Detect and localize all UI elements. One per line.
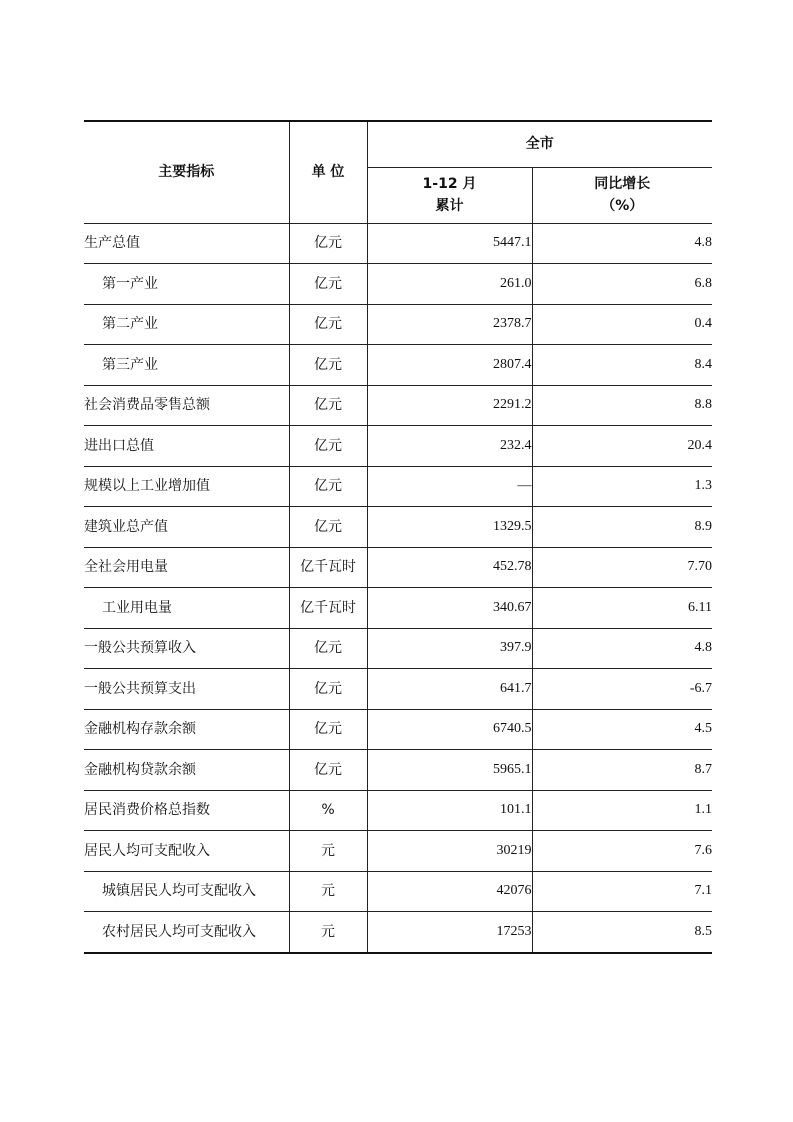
indicator-name: 第二产业 xyxy=(84,304,289,345)
indicator-unit: 亿元 xyxy=(289,750,367,791)
indicator-name: 城镇居民人均可支配收入 xyxy=(84,871,289,912)
table-row xyxy=(84,304,712,345)
table-row xyxy=(84,507,712,548)
cumulative-value: 232.4 xyxy=(367,426,532,467)
cumulative-value: 17253 xyxy=(367,912,532,953)
cumulative-value: 2378.7 xyxy=(367,304,532,345)
growth-value: 4.8 xyxy=(532,223,712,264)
cumulative-value: 30219 xyxy=(367,831,532,872)
growth-value: 8.5 xyxy=(532,912,712,953)
table-row xyxy=(84,871,712,912)
indicator-unit: 亿元 xyxy=(289,345,367,386)
indicator-unit: 亿千瓦时 xyxy=(289,588,367,629)
header-cumulative xyxy=(367,167,532,223)
indicator-name: 工业用电量 xyxy=(84,588,289,629)
table-row xyxy=(84,345,712,386)
indicator-name: 一般公共预算支出 xyxy=(84,669,289,710)
table-row xyxy=(84,426,712,467)
cumulative-value: 6740.5 xyxy=(367,709,532,750)
growth-value: 8.7 xyxy=(532,750,712,791)
cumulative-value: — xyxy=(367,466,532,507)
cumulative-value: 397.9 xyxy=(367,628,532,669)
table-row xyxy=(84,790,712,831)
indicator-unit: 元 xyxy=(289,912,367,953)
indicator-unit: 亿元 xyxy=(289,304,367,345)
indicator-name: 居民人均可支配收入 xyxy=(84,831,289,872)
table-body xyxy=(84,223,712,953)
growth-value: 8.4 xyxy=(532,345,712,386)
growth-value: 8.9 xyxy=(532,507,712,548)
indicator-name: 农村居民人均可支配收入 xyxy=(84,912,289,953)
table-row xyxy=(84,466,712,507)
indicator-name: 社会消费品零售总额 xyxy=(84,385,289,426)
growth-value: -6.7 xyxy=(532,669,712,710)
indicator-name: 全社会用电量 xyxy=(84,547,289,588)
growth-value: 0.4 xyxy=(532,304,712,345)
growth-value: 4.5 xyxy=(532,709,712,750)
indicator-unit: 亿元 xyxy=(289,709,367,750)
indicator-unit: 亿元 xyxy=(289,669,367,710)
growth-value: 20.4 xyxy=(532,426,712,467)
growth-value: 1.1 xyxy=(532,790,712,831)
indicator-unit: 亿元 xyxy=(289,385,367,426)
indicator-unit: 亿元 xyxy=(289,264,367,305)
header-unit: 单 位 xyxy=(289,121,367,223)
table-row xyxy=(84,588,712,629)
header-growth-line1: 同比增长 xyxy=(594,176,651,192)
growth-value: 7.6 xyxy=(532,831,712,872)
table-row xyxy=(84,385,712,426)
header-region: 全市 xyxy=(367,121,712,167)
indicator-name: 第一产业 xyxy=(84,264,289,305)
growth-value: 6.8 xyxy=(532,264,712,305)
statistics-table xyxy=(84,120,712,954)
indicator-unit: 元 xyxy=(289,871,367,912)
header-growth-line2: （%） xyxy=(601,198,644,214)
indicator-name: 生产总值 xyxy=(84,223,289,264)
table-row xyxy=(84,264,712,305)
growth-value: 7.1 xyxy=(532,871,712,912)
growth-value: 4.8 xyxy=(532,628,712,669)
header-cumulative-line1: 1-12 月 xyxy=(422,176,477,192)
cumulative-value: 340.67 xyxy=(367,588,532,629)
indicator-name: 金融机构贷款余额 xyxy=(84,750,289,791)
table-row xyxy=(84,750,712,791)
indicator-unit: 亿千瓦时 xyxy=(289,547,367,588)
growth-value: 1.3 xyxy=(532,466,712,507)
table-row xyxy=(84,709,712,750)
table-row xyxy=(84,912,712,953)
indicator-name: 建筑业总产值 xyxy=(84,507,289,548)
cumulative-value: 42076 xyxy=(367,871,532,912)
growth-value: 7.70 xyxy=(532,547,712,588)
cumulative-value: 5965.1 xyxy=(367,750,532,791)
table-row xyxy=(84,628,712,669)
header-indicator: 主要指标 xyxy=(84,121,289,223)
cumulative-value: 2291.2 xyxy=(367,385,532,426)
table-row xyxy=(84,669,712,710)
cumulative-value: 101.1 xyxy=(367,790,532,831)
indicator-name: 规模以上工业增加值 xyxy=(84,466,289,507)
cumulative-value: 5447.1 xyxy=(367,223,532,264)
cumulative-value: 2807.4 xyxy=(367,345,532,386)
cumulative-value: 452.78 xyxy=(367,547,532,588)
cumulative-value: 1329.5 xyxy=(367,507,532,548)
cumulative-value: 641.7 xyxy=(367,669,532,710)
indicator-name: 第三产业 xyxy=(84,345,289,386)
indicator-unit: 亿元 xyxy=(289,507,367,548)
table-row xyxy=(84,547,712,588)
cumulative-value: 261.0 xyxy=(367,264,532,305)
table-row xyxy=(84,223,712,264)
indicator-unit: 亿元 xyxy=(289,466,367,507)
table-row xyxy=(84,831,712,872)
indicator-unit: 亿元 xyxy=(289,628,367,669)
indicator-unit: 元 xyxy=(289,831,367,872)
indicator-name: 一般公共预算收入 xyxy=(84,628,289,669)
indicator-unit: % xyxy=(289,790,367,831)
growth-value: 6.11 xyxy=(532,588,712,629)
header-growth xyxy=(532,167,712,223)
indicator-unit: 亿元 xyxy=(289,426,367,467)
indicator-name: 金融机构存款余额 xyxy=(84,709,289,750)
indicator-name: 居民消费价格总指数 xyxy=(84,790,289,831)
indicator-unit: 亿元 xyxy=(289,223,367,264)
header-cumulative-line2: 累计 xyxy=(435,198,464,214)
indicator-name: 进出口总值 xyxy=(84,426,289,467)
growth-value: 8.8 xyxy=(532,385,712,426)
